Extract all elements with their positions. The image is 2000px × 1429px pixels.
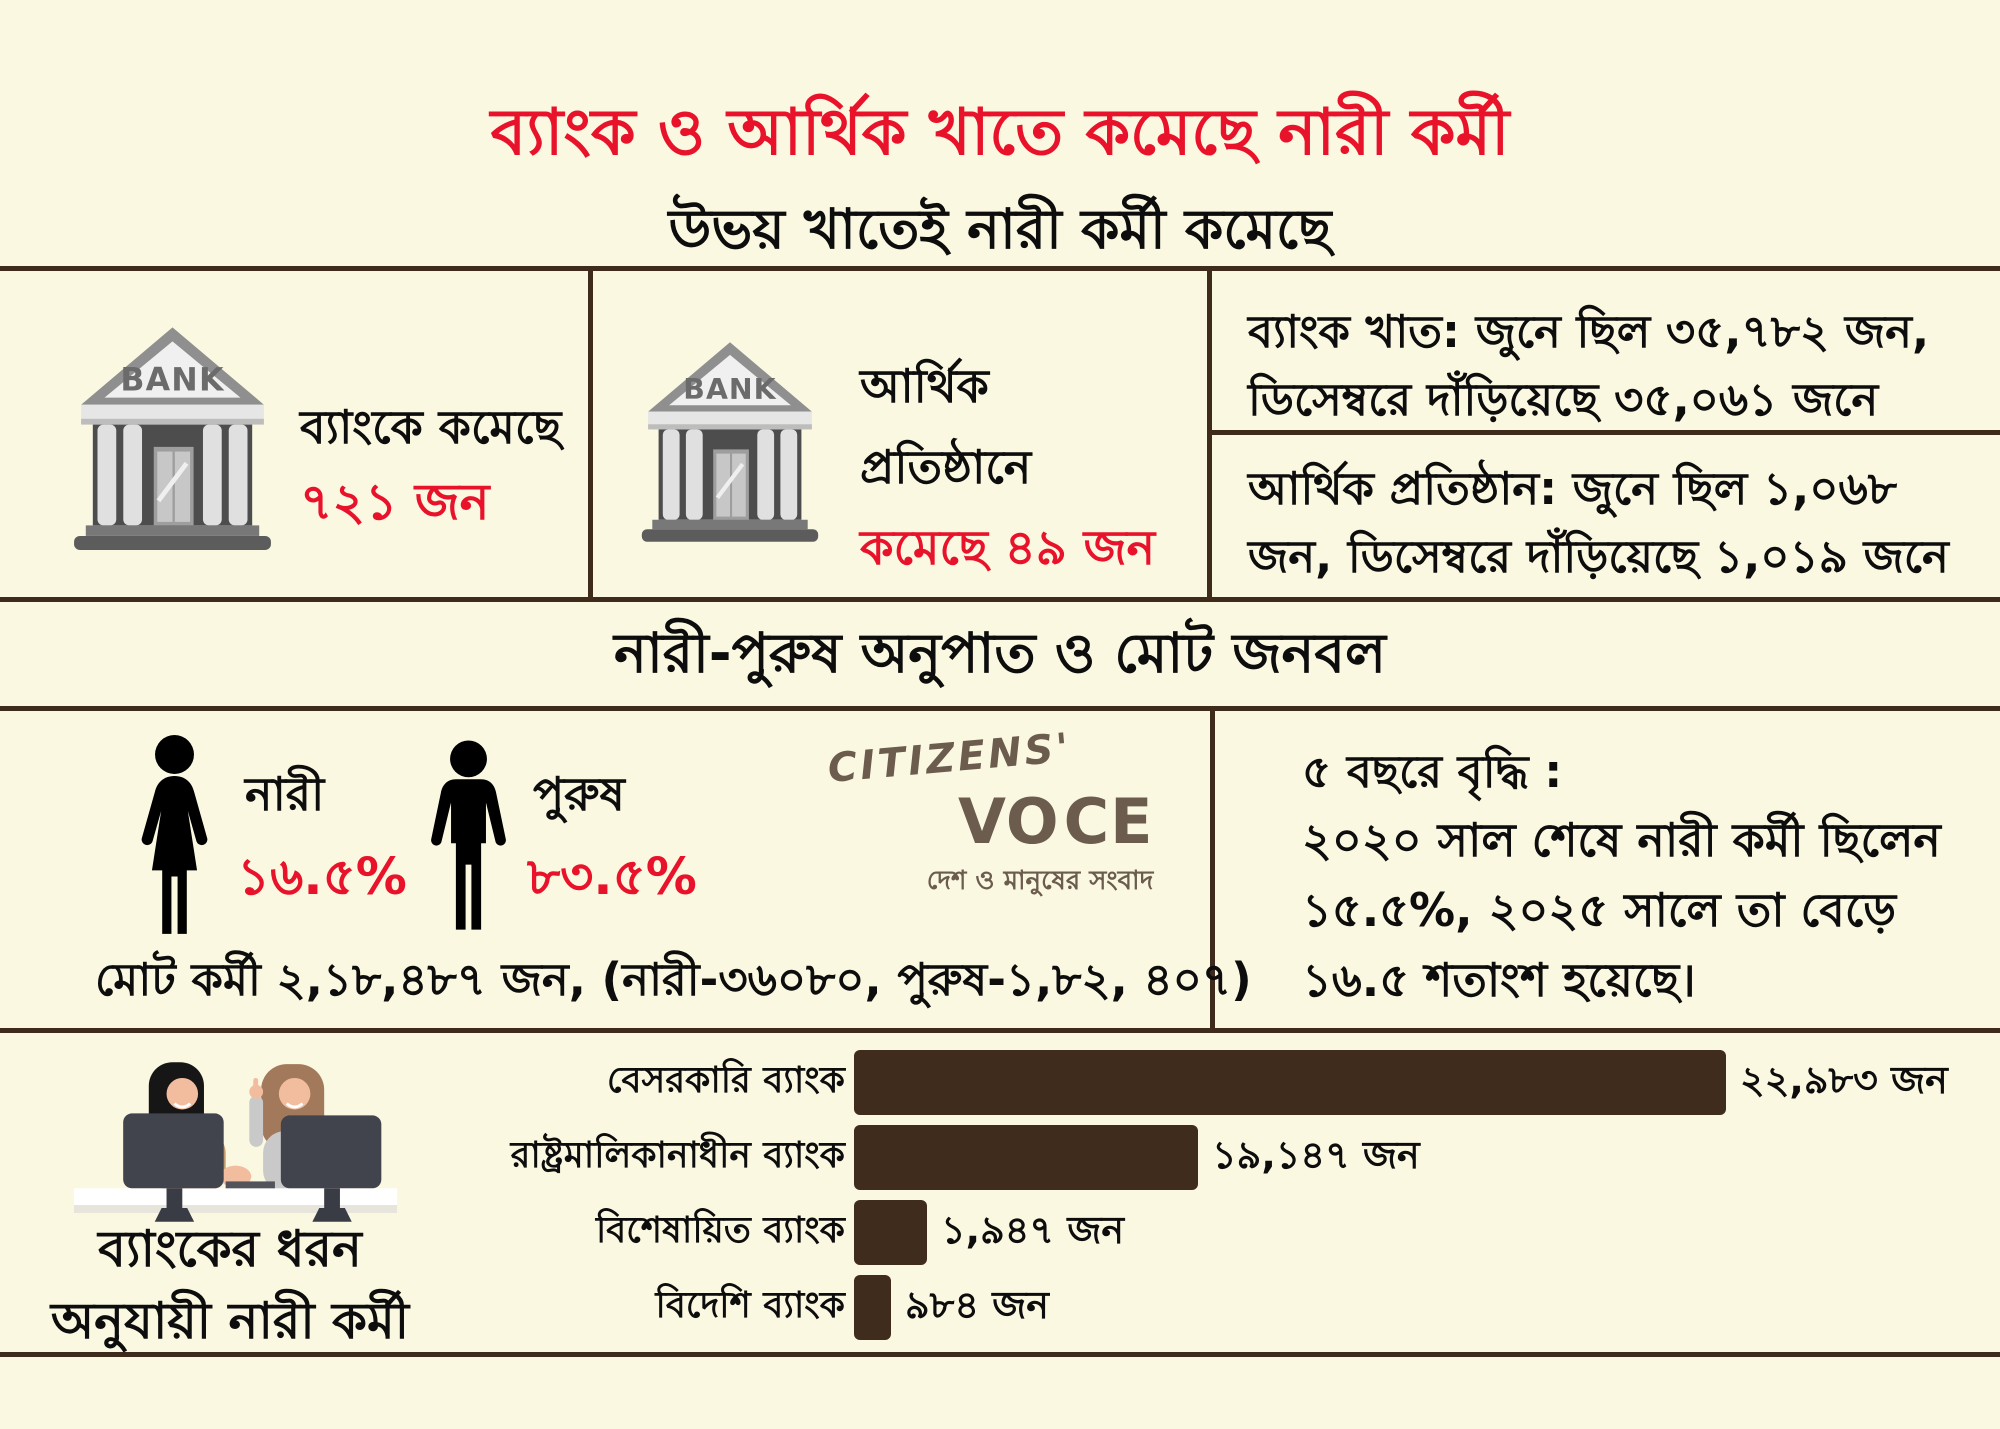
chart-caption-line1: ব্যাংকের ধরন xyxy=(98,1220,362,1278)
growth-line1: ২০২০ সাল শেষে নারী কর্মী ছিলেন xyxy=(1302,813,1941,867)
financial-decline-label-line2: প্রতিষ্ঠানে xyxy=(860,440,1032,494)
bank-detail-line1: ব্যাংক খাত: জুনে ছিল ৩৫,৭৮২ জন, xyxy=(1248,305,1930,358)
male-icon xyxy=(420,733,517,938)
divider-row1-v1 xyxy=(588,266,593,602)
total-workforce-line: মোট কর্মী ২,১৮,৪৮৭ জন, (নারী-৩৬০৮০, পুরুষ-১,৮২, ৪০৭) xyxy=(95,953,1252,1006)
bank-icon-text: BANK xyxy=(120,362,225,399)
bar-specialized-bank xyxy=(854,1200,927,1265)
bank-decline-value: ৭২১ জন xyxy=(300,473,490,531)
male-percentage: ৮৩.৫% xyxy=(527,848,697,907)
financial-detail-line1: আর্থিক প্রতিষ্ঠান: জুনে ছিল ১,০৬৮ xyxy=(1248,462,1897,515)
bar-value-specialized-bank: ১,৯৪৭ জন xyxy=(941,1207,1125,1252)
female-percentage: ১৬.৫% xyxy=(237,848,407,907)
ratio-section-header: নারী-পুরুষ অনুপাত ও মোট জনবল xyxy=(614,621,1386,685)
financial-decline-value: কমেছে ৪৯ জন xyxy=(860,520,1156,576)
bar-state-owned-bank xyxy=(854,1125,1198,1190)
bank-icon-text: BANK xyxy=(683,373,777,406)
logo-voice-text xyxy=(958,785,1154,859)
logo-citizens-text: CITIZENS' xyxy=(825,724,1074,792)
logo-voice-left: VO xyxy=(958,785,1060,859)
page-subtitle: উভয় খাতেই নারী কর্মী কমেছে xyxy=(668,197,1332,261)
growth-title: ৫ বছরে বৃদ্ধি : xyxy=(1302,745,1563,798)
financial-decline-label-line1: আর্থিক xyxy=(860,359,989,413)
page-title: ব্যাংক ও আর্থিক খাতে কমেছে নারী কর্মী xyxy=(490,96,1510,170)
bar-label-specialized-bank: বিশেষায়িত ব্যাংক xyxy=(595,1209,845,1251)
logo-tagline: দেশ ও মানুষের সংবাদ xyxy=(926,866,1154,896)
citizens-voice-logo xyxy=(825,724,1154,904)
chart-caption-line2: অনুযায়ী নারী কর্মী xyxy=(50,1292,410,1350)
growth-line2: ১৫.৫%, ২০২৫ সালে তা বেড়ে xyxy=(1302,883,1897,937)
bar-value-foreign-bank: ৯৮৪ জন xyxy=(905,1282,1049,1327)
bar-foreign-bank xyxy=(854,1275,891,1340)
bar-label-state-owned-bank: রাষ্ট্রমালিকানাধীন ব্যাংক xyxy=(510,1134,845,1176)
logo-voice-right: CE xyxy=(1063,785,1154,859)
bank-decline-label: ব্যাংকে কমেছে xyxy=(300,400,562,454)
male-label: পুরুষ xyxy=(533,767,625,821)
growth-line3: ১৬.৫ শতাংশ হয়েছে। xyxy=(1302,953,1696,1007)
bar-label-foreign-bank: বিদেশি ব্যাংক xyxy=(655,1284,845,1326)
financial-detail-line2: জন, ডিসেম্বরে দাঁড়িয়েছে ১,০১৯ জনে xyxy=(1248,530,1949,583)
bar-private-bank xyxy=(854,1050,1726,1115)
divider-top xyxy=(0,266,2000,271)
divider-row3-bottom xyxy=(0,1028,2000,1033)
female-icon xyxy=(122,733,227,938)
bar-label-private-bank: বেসরকারি ব্যাংক xyxy=(606,1059,845,1101)
bank-building-icon xyxy=(55,325,290,550)
bar-value-state-owned-bank: ১৯,১৪৭ জন xyxy=(1212,1132,1420,1177)
female-label: নারী xyxy=(245,767,325,821)
bank-building-icon xyxy=(625,340,835,542)
bank-detail-line2: ডিসেম্বরে দাঁড়িয়েছে ৩৫,০৬১ জনে xyxy=(1248,373,1879,426)
divider-header-bottom xyxy=(0,706,2000,711)
bar-value-private-bank: ২২,৯৮৩ জন xyxy=(1740,1057,1948,1102)
